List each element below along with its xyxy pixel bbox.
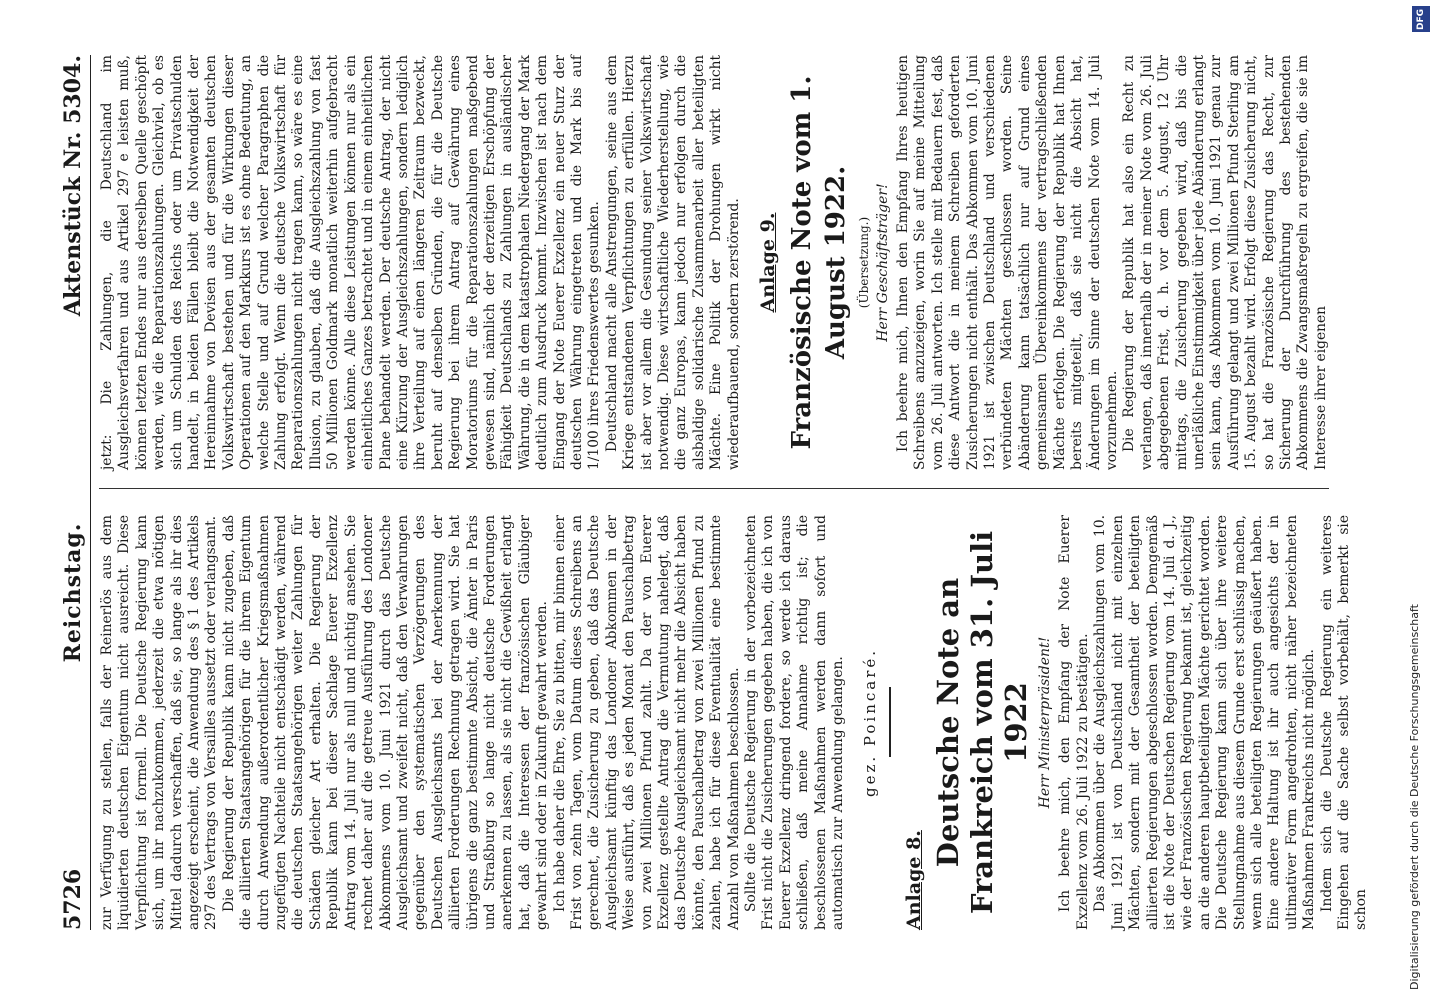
right-column (99, 55, 1329, 489)
dfg-logo-icon: DFG (1412, 6, 1430, 32)
paragraph: Indem sich die Deutsche Regierung ein weiteres Eingehen auf die Sache selbst vorbehält, bemerkt sie schon (1318, 515, 1370, 930)
signature: gez. Poincaré. (861, 647, 880, 798)
page-title: Reichstag. (60, 522, 86, 663)
divider (889, 688, 891, 758)
paragraph: Die Regierung der Republik hat also ein Recht zu verlangen, daß innerhalb der in meiner Note vom 26. Juli abgegebenen Frist, d. h. vor dem 5. August, 12 Uhr mittags, die Zusicherung gegeben wird, daß bis die unerläßliche Einstimmigkeit über jede Abänderung erlangt sein kann, das Abkommen vom 10. Juni 1921 genau zur Ausführung gelangt und zwei Millionen Pfund Sterling am 15. August bezahlt wird. Erfolgt diese Zusicherung nicht, so hat die Französische Regierung das Recht, zur Sicherung der Durchführung des bestehenden Abkommens die Zwangsmaßregeln zu ergreifen, die sie im Interesse ihrer eigenen (1121, 55, 1329, 470)
page-header (60, 55, 91, 930)
salutation: Herr Geschäftsträger! (875, 183, 892, 342)
digitization-note: Digitalisierung gefördert durch die Deutsche Forschungsgemeinschaft (1408, 604, 1421, 990)
paragraph: Ich beehre mich, Ihnen den Empfang Ihres heutigen Schreibens anzuzeigen, worin Sie auf meine Mitteilung vom 26. Juli antworten. Ich stelle mit Bedauern fest, daß diese Antwort die in meinem Schreiben geforderten Zusicherungen nicht enthält. Das Abkommen vom 10. Juni 1921 ist zwischen Deutschland und verschiedenen verbündeten Mächten geschlossen worden. Seine Abänderung kann tatsächlich nur auf Grund eines gemeinsamen Übereinkommens der vertragschließenden Mächte erfolgen. Die Regierung der Republik hat Ihnen bereits mitgeteilt, daß sie nicht die Absicht hat, Änderungen im Sinne der deutschen Note vom 14. Juli vorzunehmen. (895, 55, 1120, 470)
paragraph: Das Abkommen über die Ausgleichszahlungen vom 10. Juni 1921 ist von Deutschland nicht mit einzelnen Mächten, sondern mit der Gesamtheit der beteiligten alliierten Regierungen abgeschlossen worden. Demgemäß ist die Note der Deutschen Regierung vom 14. Juli d. J., wie der Französischen Regierung bekannt ist, gleichzeitig an die anderen hauptbeteiligten Mächte gerichtet worden. Die Deutsche Regierung kann sich über ihre weitere Stellungnahme aus diesem Grunde erst schlüssig machen, wenn sich alle beteiligten Regierungen geäußert haben. Eine andere Haltung ist ihr auch angesichts der in ultimativer Form angedrohten, nicht näher bezeichneten Maßnahmen Frankreichs nicht möglich. (1092, 515, 1318, 930)
paragraph: jetzt: Die Zahlungen, die Deutschland im Ausgleichsverfahren und aus Artikel 297 e leisten muß, können letzten Endes nur aus derselben Quelle geschöpft werden, wie die Reparationszahlungen. Gleichviel, ob es sich um Schulden des Reichs oder um Privatschulden handelt, in beiden Fällen bleibt die Notwendigkeit der Hereinnahme von Devisen aus der gesamten deutschen Volkswirtschaft bestehen und für die Wirkungen dieser Operationen auf den Markkurs ist es ohne Bedeutung, an welche Stelle und auf Grund welcher Paragraphen die Zahlung erfolgt. Wenn die deutsche Volkswirtschaft für Reparationszahlungen nicht tragen kann, so wäre es eine Illusion, zu glauben, daß die Ausgleichszahlung von fast 50 Millionen Goldmark monatlich weiterhin aufgebracht werden könne. Alle diese Leistungen können nur als ein einheitliches Ganzes betrachtet und in einem einheitlichen Plane behandelt werden. Der deutsche Antrag, der nicht eine Kürzung der Ausgleichszahlungen, sondern lediglich ihre Verteilung auf einen längeren Zeitraum bezweckt, beruht auf denselben Gründen, die für die Deutsche Regierung bei ihrem Antrag auf Gewährung eines Moratoriums für die Reparationszahlungen maßgebend gewesen sind, nämlich der derzeitigen Erschöpfung der Fähigkeit Deutschlands zu Zahlungen in ausländischer Währung, die in dem katastrophalen Niedergang der Mark deutlich zum Ausdruck kommt. Inzwischen ist nach dem Eingang der Note Euerer Exzellenz ein neuer Sturz der deutschen Währung eingetreten und die Mark bis auf 1/100 ihres Friedenswertes gesunken. (99, 55, 603, 470)
salutation: Herr Ministerpräsident! (1037, 636, 1054, 809)
document-number: Aktenstück Nr. 5304. (60, 55, 86, 317)
paragraph: Sollte die Deutsche Regierung in der vorbezeichneten Frist nicht die Zusicherungen gegeben haben, die ich von Euerer Exzellenz dringend fordere, so werde ich daraus schließen, daß meine Annahme richtig ist; die beschlossenen Maßnahmen werden dann sofort und automatisch zur Anwendung gelangen. (743, 515, 847, 930)
paragraph: Deutschland macht alle Anstrengungen, seine aus dem Kriege entstandenen Verpflichtungen zu erfüllen. Hierzu ist aber vor allem die Gesundung seiner Volkswirtschaft notwendig. Diese wirtschaftliche Wiederherstellung, wie die ganz Europas, kann jedoch nur erfolgen durch die alsbaldige solidarische Zusammenarbeit aller beteiligten Mächte. Eine Politik der Drohungen wirkt nicht wiederaufbauend, sondern zerstörend. (603, 55, 742, 470)
paragraph: Ich habe daher die Ehre, Sie zu bitten, mir binnen einer Frist von zehn Tagen, vom Datum dieses Schreibens an gerechnet, die Zusicherung zu geben, daß das Deutsche Ausgleichsamt künftig das Londoner Abkommen in der Weise ausführt, daß es jeden Monat den Pauschalbetrag von zwei Millionen Pfund zahlt. Da der von Euerer Exzellenz gestellte Antrag die Vermutung nahelegt, daß das Deutsche Ausgleichsamt nicht mehr die Absicht haben könnte, den Pauschalbetrag von zwei Millionen Pfund zu zahlen, habe ich für diese Eventualität eine bestimmte Anzahl von Maßnahmen beschlossen. (551, 515, 742, 930)
section-label: Anlage 9. (757, 212, 780, 313)
paragraph: Die Regierung der Republik kann nicht zugeben, daß die alliierten Staatsangehörigen für die ihrem Eigentum durch Anwendung außerordentlicher Kriegsmaßnahmen zugefügten Nachteile nicht entschädigt werden, während die deutschen Staatsangehörigen weiter Zahlungen für Schäden gleicher Art erhalten. Die Regierung der Republik kann bei dieser Sachlage Euerer Exzellenz Antrag vom 14. Juli nur als null und nichtig ansehen. Sie rechnet daher auf die getreue Ausführung des Londoner Abkommens vom 10. Juni 1921 durch das Deutsche Ausgleichsamt und zweifelt nicht, daß den Verwahrungen gegenüber den systematischen Verzögerungen des Deutschen Ausgleichsamts bei der Anerkennung der alliierten Forderungen Rechnung getragen wird. Sie hat übrigens die ganz bestimmte Absicht, die Ämter in Paris und Straßburg so lange nicht deutsche Forderungen anerkennen zu lassen, als sie nicht die Gewißheit erlangt hat, daß die Interessen der französischen Gläubiger gewahrt sind oder in Zukunft gewahrt werden. (220, 515, 551, 930)
text-columns (99, 55, 1370, 930)
paragraph: zur Verfügung zu stellen, falls der Reinerlös aus dem liquidierten deutschen Eigentum nicht ausreicht. Diese Verpflichtung ist formell. Die Deutsche Regierung kann sich, um ihr nachzukommen, jederzeit die etwa nötigen Mittel dadurch verschaffen, daß sie, so lange als ihr dies angezeigt erscheint, die Anwendung des § 1 des Artikels 297 des Vertrags von Versailles aussetzt oder verlangsamt. (99, 515, 220, 930)
page-number: 5726 (60, 868, 86, 930)
paragraph: Ich beehre mich, den Empfang der Note Euerer Exzellenz vom 26. Juli 1922 zu bestätigen. (1057, 515, 1091, 930)
section-title: Französische Note vom 1. August 1922. (787, 75, 852, 450)
section-title: Deutsche Note an Frankreich vom 31. Juli 1922 (931, 530, 1034, 915)
section-label: Anlage 8. (903, 830, 926, 930)
left-column (99, 515, 1370, 930)
translation-note: (Übersetzung.) (857, 216, 872, 309)
